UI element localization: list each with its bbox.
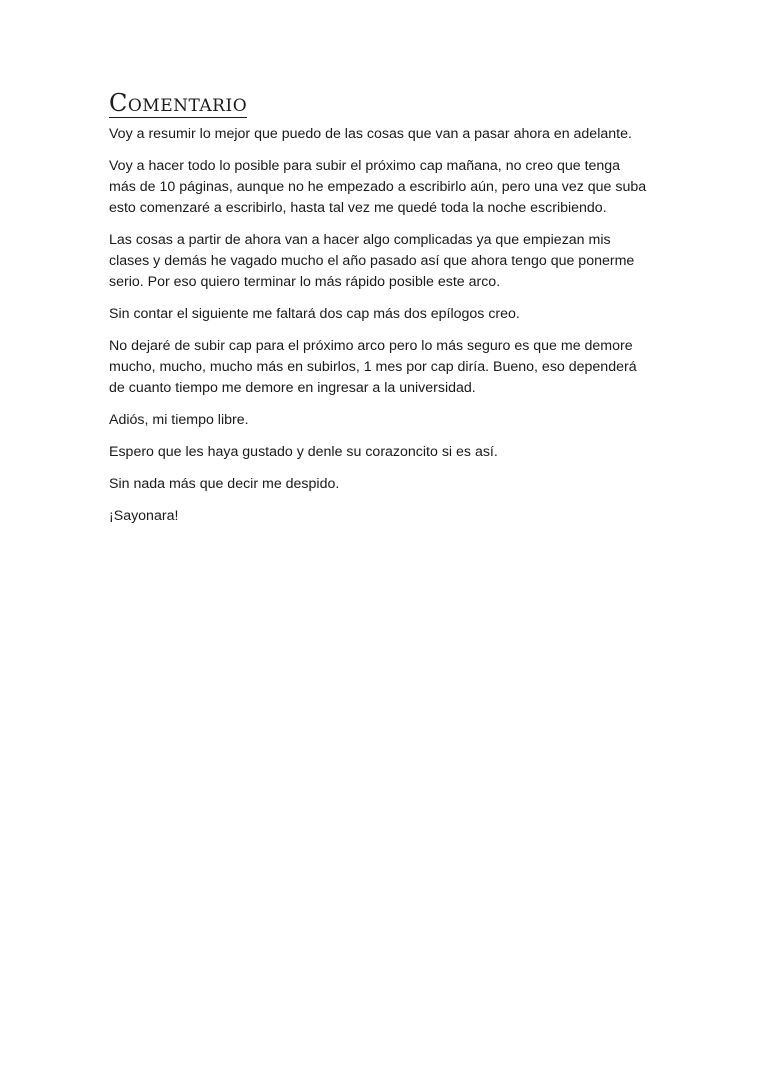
paragraph: Las cosas a partir de ahora van a hacer algo complicadas ya que empiezan mis clases y demás he vagado mucho el año pasado así que ahora tengo que ponerme serio. Por eso quiero terminar lo más rápido posible este arco. <box>109 232 635 290</box>
paragraph: Espero que les haya gustado y denle su corazoncito si es así. <box>109 444 498 460</box>
paragraph: Voy a resumir lo mejor que puedo de las cosas que van a pasar ahora en adelante. <box>109 126 632 142</box>
document-body <box>109 90 649 538</box>
paragraph: No dejaré de subir cap para el próximo arco pero lo más seguro es que me demore mucho, mucho, mucho más en subirlos, 1 mes por cap diría. Bueno, eso dependerá de cuanto tiempo me demore en ingresar a la universidad. <box>109 338 637 396</box>
paragraph: ¡Sayonara! <box>109 508 179 524</box>
paragraph: Sin nada más que decir me despido. <box>109 476 340 492</box>
paragraph: Sin contar el siguiente me faltará dos cap más dos epílogos creo. <box>109 306 520 322</box>
paragraph: Voy a hacer todo lo posible para subir el próximo cap mañana, no creo que tenga más de 10 páginas, aunque no he empezado a escribirlo aún, pero una vez que suba esto comenzaré a escribirlo, hasta tal vez me quedé toda la noche escribiendo. <box>109 158 647 216</box>
paragraph: Adiós, mi tiempo libre. <box>109 412 249 428</box>
page-title: Comentario <box>109 89 248 117</box>
